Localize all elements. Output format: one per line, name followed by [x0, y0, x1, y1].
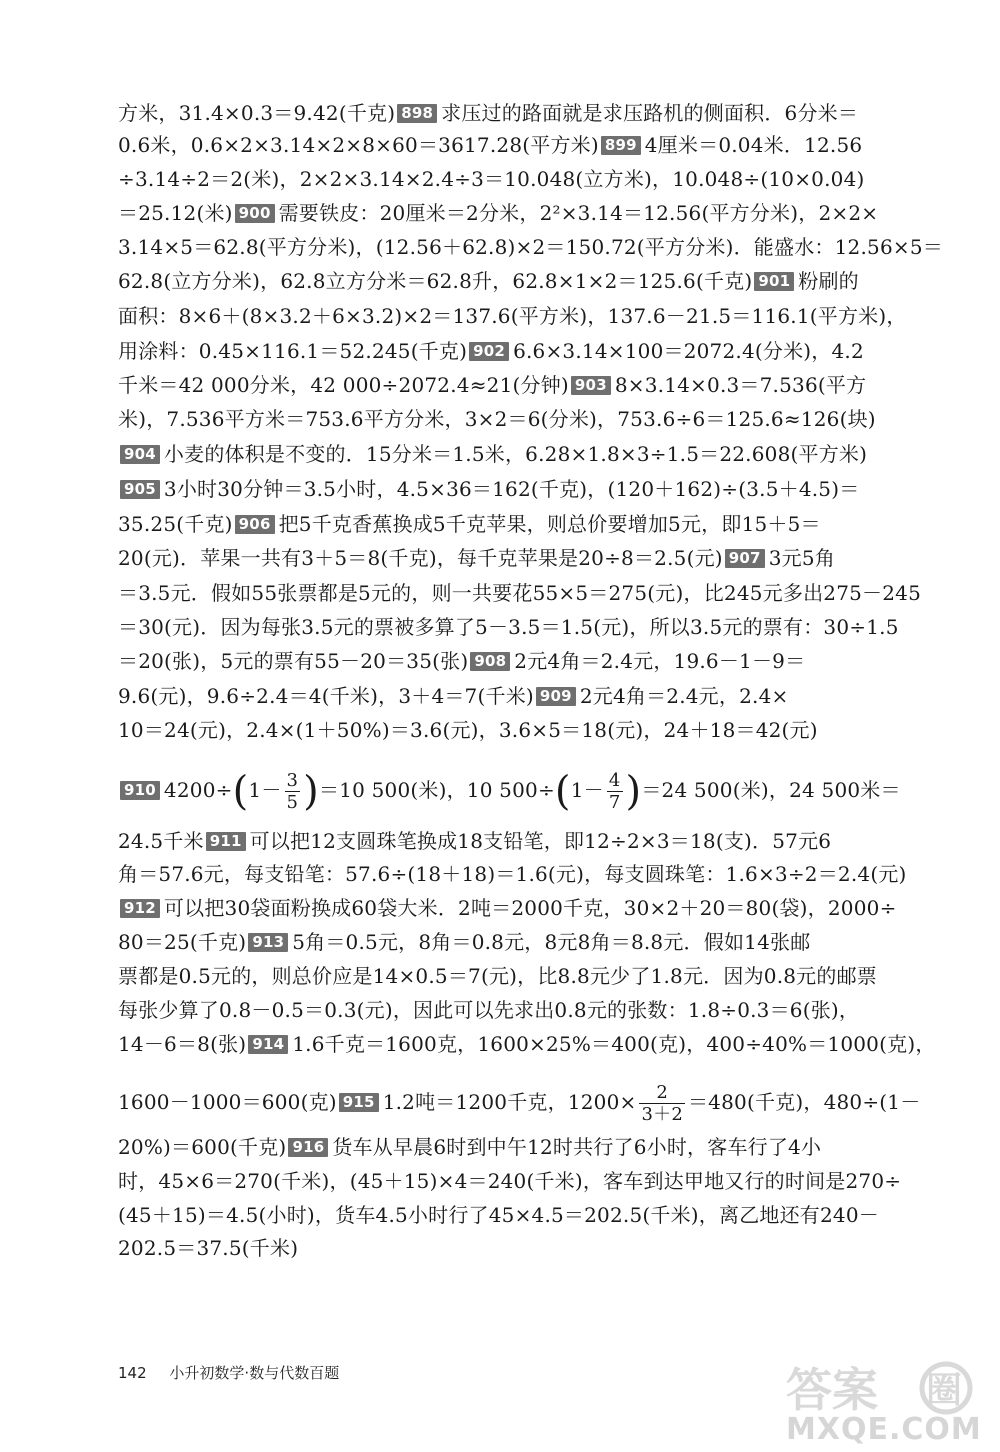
- text-segment: 2元4角＝2.4元，19.6－1－9＝: [514, 649, 806, 673]
- text-segment: 24.5千米: [118, 829, 204, 853]
- text-segment: 3小时30分钟＝3.5小时，4.5×36＝162(千克)，(120＋162)÷(3.5＋4.5)＝: [163, 477, 860, 501]
- text-segment: 4200÷: [163, 778, 233, 802]
- text-segment: 需要铁皮：20厘米＝2分米，2²×3.14＝12.56(平方分米)，2×2×: [278, 201, 879, 225]
- fraction-denominator: 5: [286, 792, 299, 813]
- text-line: [118, 198, 936, 228]
- text-segment: ＝3.5元．假如55张票都是5元的，则一共要花55×5＝275(元)，比245元多出275－245: [118, 581, 922, 605]
- text-segment: 3元5角: [768, 546, 835, 570]
- problem-number-badge: 905: [120, 480, 160, 499]
- text-segment: 2元4角＝2.4元，2.4×: [579, 684, 789, 708]
- watermark-url: MXQE.COM: [786, 1412, 982, 1447]
- problem-number-badge: 909: [536, 687, 576, 706]
- text-segment: 每张少算了0.8－0.5＝0.3(元)，因此可以先求出0.8元的张数：1.8÷0.3＝6(张)，: [118, 998, 860, 1022]
- text-line: [118, 927, 936, 957]
- text-segment: ＝24 500(米)，24 500米＝: [641, 778, 901, 802]
- fraction: [639, 1082, 685, 1125]
- text-segment: 0.6米，0.6×2×3.14×2×8×60＝3617.28(平方米): [118, 133, 599, 157]
- text-line: [118, 646, 936, 676]
- text-segment: 9.6(元)，9.6÷2.4＝4(千米)，3＋4＝7(千米): [118, 684, 534, 708]
- problem-number-badge: 899: [601, 136, 641, 155]
- text-segment: 粉刷的: [798, 269, 859, 293]
- text-line: [118, 130, 936, 160]
- text-line: [118, 439, 936, 469]
- problem-number-badge: 915: [339, 1093, 379, 1112]
- text-line: [118, 715, 936, 745]
- page-number: 142: [118, 1364, 147, 1382]
- text-segment: 20(元)．苹果一共有3＋5＝8(千克)，每千克苹果是20÷8＝2.5(元): [118, 546, 723, 570]
- text-line: [118, 301, 936, 331]
- text-segment: 小麦的体积是不变的．15分米＝1.5米，6.28×1.8×3÷1.5＝22.608(平方米): [163, 442, 868, 466]
- watermark-logo-icon: [786, 1360, 976, 1416]
- text-segment: 3.14×5＝62.8(平方分米)，(12.56＋62.8)×2＝150.72(平方分米)．能盛水：12.56×5＝: [118, 235, 943, 259]
- problem-number-badge: 900: [235, 204, 275, 223]
- problem-number-badge: 912: [120, 899, 160, 918]
- text-line: [118, 543, 936, 573]
- text-line: [118, 961, 936, 991]
- problem-number-badge: 903: [571, 376, 611, 395]
- text-segment: 货车从早晨6时到中午12时共行了6小时，客车行了4小: [332, 1135, 822, 1159]
- text-segment: (45＋15)＝4.5(小时)，货车4.5小时行了45×4.5＝202.5(千米)，离乙地还有240－: [118, 1203, 879, 1227]
- text-segment: 80＝25(千克): [118, 930, 247, 954]
- large-parenthesis: (: [554, 768, 571, 815]
- page-footer: [118, 1362, 339, 1383]
- text-line: [118, 164, 936, 194]
- book-title: 小升初数学·数与代数百题: [169, 1364, 340, 1382]
- fraction-numerator: 2: [639, 1082, 685, 1104]
- text-segment: 千米＝42 000分米，42 000÷2072.4≈21(分钟): [118, 373, 569, 397]
- text-line: [118, 370, 936, 400]
- problem-number-badge: 911: [206, 832, 246, 851]
- text-segment: 5角＝0.5元，8角＝0.8元，8元8角＝8.8元．假如14张邮: [292, 930, 811, 954]
- text-line: [118, 995, 936, 1025]
- text-segment: 方米，31.4×0.3＝9.42(千克): [118, 101, 396, 125]
- fraction-denominator: 7: [608, 792, 621, 813]
- problem-number-badge: 906: [235, 515, 275, 534]
- fraction-numerator: 4: [608, 770, 621, 791]
- text-segment: 用涂料：0.45×116.1＝52.245(千克): [118, 339, 468, 363]
- text-segment: 62.8(立方分米)，62.8立方分米＝62.8升，62.8×1×2＝125.6(千克): [118, 269, 753, 293]
- problem-number-badge: 916: [288, 1138, 328, 1157]
- text-line: [118, 509, 936, 539]
- text-segment: 求压过的路面就是求压路机的侧面积．6分米＝: [441, 101, 859, 125]
- text-line: [118, 578, 936, 608]
- problem-number-badge: 910: [120, 781, 160, 800]
- text-line: [118, 1082, 936, 1125]
- text-segment: 4厘米＝0.04米．12.56: [644, 133, 863, 157]
- text-segment: ＝25.12(米): [118, 201, 233, 225]
- text-segment: 1.6千克＝1600克，1600×25%＝400(克)，400÷40%＝1000(克)，: [292, 1032, 936, 1056]
- text-segment: 票都是0.5元的，则总价应是14×0.5＝7(元)，比8.8元少了1.8元．因为0.8元的邮票: [118, 964, 877, 988]
- problem-number-badge: 913: [248, 933, 288, 952]
- text-line: [118, 1166, 936, 1196]
- fraction-numerator: 3: [286, 770, 299, 791]
- text-segment: 1.2吨＝1200千克，1200×: [382, 1090, 637, 1114]
- text-segment: 时，45×6＝270(千米)，(45＋15)×4＝240(千米)，客车到达甲地又行的时间是270÷: [118, 1169, 902, 1193]
- problem-number-badge: 914: [248, 1035, 288, 1054]
- svg-text:圈: 圈: [926, 1370, 963, 1411]
- problem-number-badge: 908: [470, 652, 510, 671]
- text-segment: 角＝57.6元，每支铅笔：57.6÷(18＋18)＝1.6(元)，每支圆珠笔：1.6×3÷2＝2.4(元): [118, 862, 907, 886]
- text-line: [118, 893, 936, 923]
- problem-number-badge: 902: [469, 342, 509, 361]
- text-segment: 8×3.14×0.3＝7.536(平方: [614, 373, 867, 397]
- text-segment: 10＝24(元)，2.4×(1＋50%)＝3.6(元)，3.6×5＝18(元)，24＋18＝42(元): [118, 718, 818, 742]
- text-segment: 202.5＝37.5(千米): [118, 1236, 299, 1260]
- large-parenthesis: (: [232, 768, 249, 815]
- fraction: [607, 770, 623, 813]
- text-segment: ＝20(张)，5元的票有55－20＝35(张): [118, 649, 469, 673]
- text-line: [118, 266, 936, 296]
- text-segment: 1－: [248, 778, 282, 802]
- text-segment: 米)，7.536平方米＝753.6平方分米，3×2＝6(分米)，753.6÷6＝125.6≈126(块): [118, 407, 876, 431]
- text-segment: ÷3.14÷2＝2(米)，2×2×3.14×2.4÷3＝10.048(立方米)，10.048÷(10×0.04): [118, 167, 865, 191]
- watermark: [756, 1360, 986, 1446]
- large-parenthesis: ): [625, 768, 642, 815]
- text-line: [118, 474, 936, 504]
- text-line: [118, 1132, 936, 1162]
- fraction: [285, 770, 301, 813]
- fraction-denominator: 3＋2: [641, 1104, 683, 1125]
- text-segment: 6.6×3.14×100＝2072.4(分米)，4.2: [513, 339, 864, 363]
- text-segment: 1－: [570, 778, 604, 802]
- text-segment: ＝10 500(米)，10 500÷: [318, 778, 555, 802]
- text-line: [118, 98, 936, 128]
- text-line: [118, 336, 936, 366]
- text-segment: 把5千克香蕉换成5千克苹果，则总价要增加5元，即15＋5＝: [278, 512, 821, 536]
- text-segment: 35.25(千克): [118, 512, 233, 536]
- text-line: [118, 770, 936, 813]
- text-segment: 14－6＝8(张): [118, 1032, 247, 1056]
- text-segment: ＝480(千克)，480÷(1－: [687, 1090, 921, 1114]
- text-line: [118, 826, 936, 856]
- text-segment: 可以把30袋面粉换成60袋大米．2吨＝2000千克，30×2＋20＝80(袋)，2000÷: [163, 896, 897, 920]
- text-line: [118, 1233, 936, 1263]
- svg-text:答案: 答案: [786, 1363, 878, 1416]
- text-line: [118, 1200, 936, 1230]
- text-line: [118, 859, 936, 889]
- large-parenthesis: ): [303, 768, 319, 815]
- text-segment: 20%)＝600(千克): [118, 1135, 287, 1159]
- problem-number-badge: 907: [725, 549, 765, 568]
- text-line: [118, 612, 936, 642]
- problem-number-badge: 901: [754, 272, 794, 291]
- text-line: [118, 1029, 936, 1059]
- text-line: [118, 681, 936, 711]
- text-segment: 面积：8×6＋(8×3.2＋6×3.2)×2＝137.6(平方米)，137.6－21.5＝116.1(平方米)，: [118, 304, 907, 328]
- text-segment: 可以把12支圆珠笔换成18支铅笔，即12÷2×3＝18(支)．57元6: [249, 829, 832, 853]
- text-line: [118, 232, 943, 262]
- problem-number-badge: 904: [120, 445, 160, 464]
- problem-number-badge: 898: [397, 104, 437, 123]
- text-segment: 1600－1000＝600(克): [118, 1090, 337, 1114]
- text-line: [118, 404, 936, 434]
- text-segment: ＝30(元)．因为每张3.5元的票被多算了5－3.5＝1.5(元)，所以3.5元的票有：30÷1.5: [118, 615, 899, 639]
